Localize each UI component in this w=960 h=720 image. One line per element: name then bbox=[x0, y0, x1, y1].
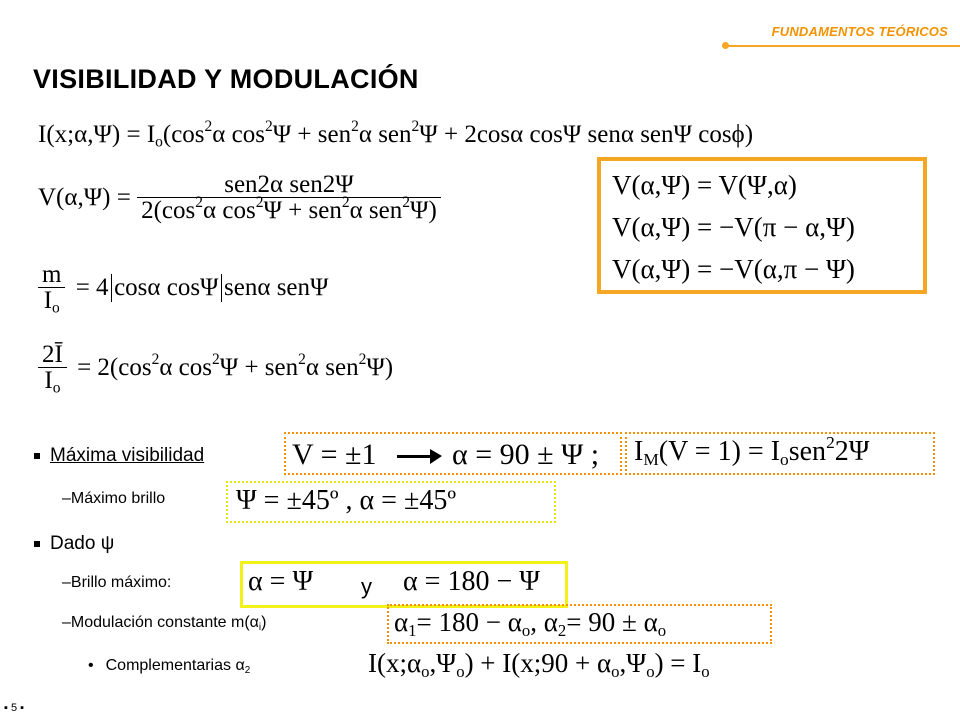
complementary-equation: $I(x;\alpha_o,\Psi_o)$ + I(x;90 + $\alpha_o,\Psi_o) = I_o$ bbox=[368, 648, 710, 682]
max-visibility-alpha: α = 90 ± Ψ ; bbox=[452, 438, 600, 471]
bullet-square bbox=[34, 453, 40, 459]
bullet-square bbox=[34, 541, 40, 547]
max-intensity-equation: $I_M(V = 1) = I_osen^22\Psi$ bbox=[634, 432, 870, 470]
page-number: ▪ 5 ▪ bbox=[4, 702, 25, 714]
constant-modulation-equation: $\alpha_1= 180 - \alpha_o$, $\alpha_2= 90 \pm \alpha_o$ bbox=[394, 607, 667, 641]
intensity-equation: I(x;α,Ψ) = $I_o(\cos^2\alpha$ $\cos^2\Psi + sen^2\alpha$ sen$^2$Ψ + 2cosα cosΨ senα senΨ cosϕ) bbox=[38, 118, 754, 151]
section-label: FUNDAMENTOS TEÓRICOS bbox=[771, 24, 948, 39]
arrow-icon bbox=[397, 455, 432, 458]
bullet-given-psi: Dado ψ bbox=[34, 533, 114, 555]
bullet-constant-modulation: –Modulación constante $m(\alpha_i)$ bbox=[62, 614, 267, 633]
symmetry-equation-3: V(α,Ψ) = −V(α,π − Ψ) bbox=[612, 254, 855, 284]
brightness-max-conjunction: y bbox=[361, 574, 372, 599]
symmetry-equation-2: V(α,Ψ) = −V(π − α,Ψ) bbox=[612, 212, 855, 242]
symmetry-equation-1: V(α,Ψ) = V(Ψ,α) bbox=[612, 170, 797, 200]
bullet-complementary: • Complementarias $\alpha_2$ bbox=[88, 657, 251, 676]
modulation-equation: $\frac{m}{I_o}$ = 4 cosα cosΨ senα senΨ bbox=[38, 262, 328, 313]
mean-intensity-equation: $\frac{2Ī}{I_o}$ = $2(\cos^2\alpha$ $\cos^2\Psi + sen^2\alpha$ sen$^2$Ψ) bbox=[38, 342, 393, 393]
header-dot bbox=[722, 42, 729, 49]
bullet-max-visibility: Máxima visibilidad bbox=[34, 445, 204, 467]
visibility-equation: V(α,Ψ) = $\frac{\text{sen2α sen2Ψ}}{2(\cos^2\alpha \cos^2\Psi + sen^2\alpha sen^2\Psi)}$ bbox=[38, 172, 441, 223]
bullet-max-brightness: –Máximo brillo bbox=[62, 490, 166, 507]
header-divider bbox=[727, 45, 960, 47]
brightness-max-equation-a: α = Ψ bbox=[248, 566, 314, 597]
max-visibility-v: V = ±1 bbox=[292, 438, 377, 471]
bullet-brightness-max: –Brillo máximo: bbox=[62, 574, 172, 591]
brightness-max-equation-b: α = 180 − Ψ bbox=[403, 566, 540, 597]
max-brightness-equation: Ψ = ±45º , α = ±45º bbox=[236, 485, 457, 516]
slide-title: VISIBILIDAD Y MODULACIÓN bbox=[33, 64, 419, 94]
